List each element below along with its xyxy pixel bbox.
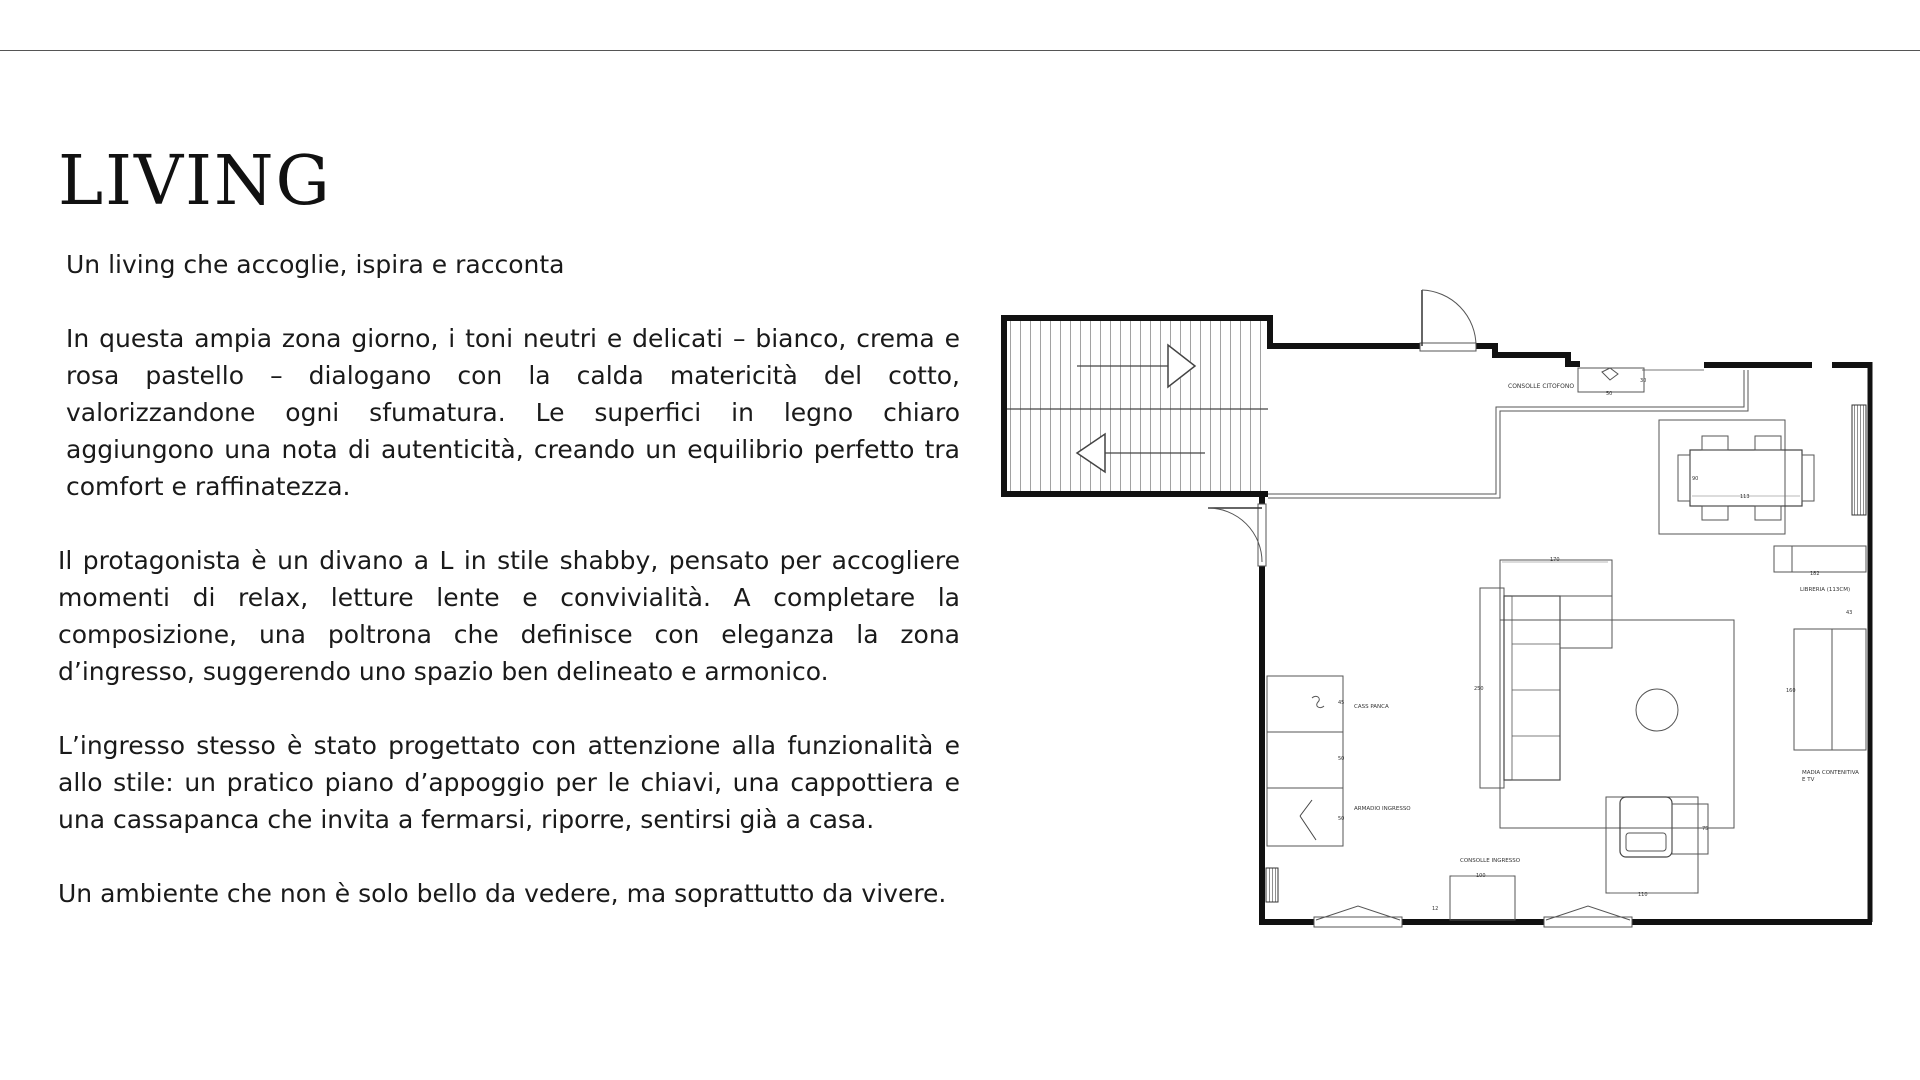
label-armadio: ARMADIO INGRESSO bbox=[1354, 806, 1411, 812]
door-top bbox=[1420, 290, 1476, 351]
dim-consolle-citofono: 50 bbox=[1606, 391, 1613, 397]
label-madia-line1: MADIA CONTENITIVA bbox=[1802, 770, 1859, 776]
armchair bbox=[1606, 797, 1708, 898]
description bbox=[58, 320, 960, 949]
dining-table bbox=[1659, 420, 1814, 534]
dim-consolle-citofono-side: 30 bbox=[1640, 378, 1647, 384]
consolle-citofono bbox=[1508, 368, 1646, 397]
dim-madia: 160 bbox=[1786, 688, 1796, 694]
dim-sofa-top: 170 bbox=[1550, 557, 1560, 563]
rug-and-sofa bbox=[1474, 557, 1734, 828]
top-divider bbox=[0, 50, 1920, 51]
page-title: LIVING bbox=[58, 142, 332, 221]
paragraph-sofa: Il protagonista è un divano a L in stile shabby, pensato per accogliere momenti di relax, letture lente e convivialità. A completare la composizione, una poltrona che definisce con eleganza la zona d’ingresso, suggerendo uno spazio ben delineato e armonico. bbox=[58, 546, 960, 686]
door-left bbox=[1208, 504, 1266, 566]
madia bbox=[1786, 629, 1866, 783]
dim-libreria: 182 bbox=[1810, 571, 1820, 577]
staircase bbox=[1004, 320, 1268, 492]
dim-wall-left: 12 bbox=[1432, 906, 1439, 912]
paragraph-entrance: L’ingresso stesso è stato progettato con attenzione alla funzionalità e allo stile: un pratico piano d’appoggio per le chiavi, una cappottiera e una cassapanca che invita a fermarsi, riporre, sentirsi già a casa. bbox=[58, 731, 960, 834]
label-cass-panca: CASS PANCA bbox=[1354, 704, 1389, 710]
cass-panca bbox=[1267, 676, 1389, 732]
label-consolle-citofono: CONSOLLE CITOFONO bbox=[1508, 383, 1575, 390]
floor-plan bbox=[995, 280, 1875, 930]
subtitle: Un living che accoglie, ispira e racconta bbox=[66, 250, 565, 279]
libreria bbox=[1774, 546, 1866, 616]
dim-armadio-1: 50 bbox=[1338, 756, 1345, 762]
paragraph-palette: In questa ampia zona giorno, i toni neutri e delicati – bianco, crema e rosa pastello – dialogano con la calda matericità del cotto, valorizzandone ogni sfumatura. Le superfici in legno chiaro aggiungono una nota di autenticità, creando un equilibrio perfetto tra comfort e raffinatezza. bbox=[66, 324, 960, 501]
dim-table: 113 bbox=[1740, 494, 1750, 500]
dim-libreria-side: 43 bbox=[1846, 610, 1853, 616]
windows bbox=[1266, 405, 1866, 927]
label-libreria: LIBRERIA (113CM) bbox=[1800, 587, 1851, 593]
label-consolle-ingresso: CONSOLLE INGRESSO bbox=[1460, 858, 1521, 864]
label-madia-line2: E TV bbox=[1802, 777, 1815, 783]
dim-table-side: 90 bbox=[1692, 476, 1699, 482]
dim-consolle-ingresso: 100 bbox=[1476, 873, 1486, 879]
dim-armadio-2: 50 bbox=[1338, 816, 1345, 822]
dim-armchair: 110 bbox=[1638, 892, 1648, 898]
dim-cass-panca: 45 bbox=[1338, 700, 1345, 706]
dim-armchair-side: 75 bbox=[1702, 826, 1709, 832]
dim-sofa-side: 250 bbox=[1474, 686, 1484, 692]
armadio bbox=[1267, 732, 1411, 846]
consolle-ingresso bbox=[1450, 858, 1521, 920]
paragraph-closing: Un ambiente che non è solo bello da vedere, ma soprattutto da vivere. bbox=[58, 879, 947, 908]
